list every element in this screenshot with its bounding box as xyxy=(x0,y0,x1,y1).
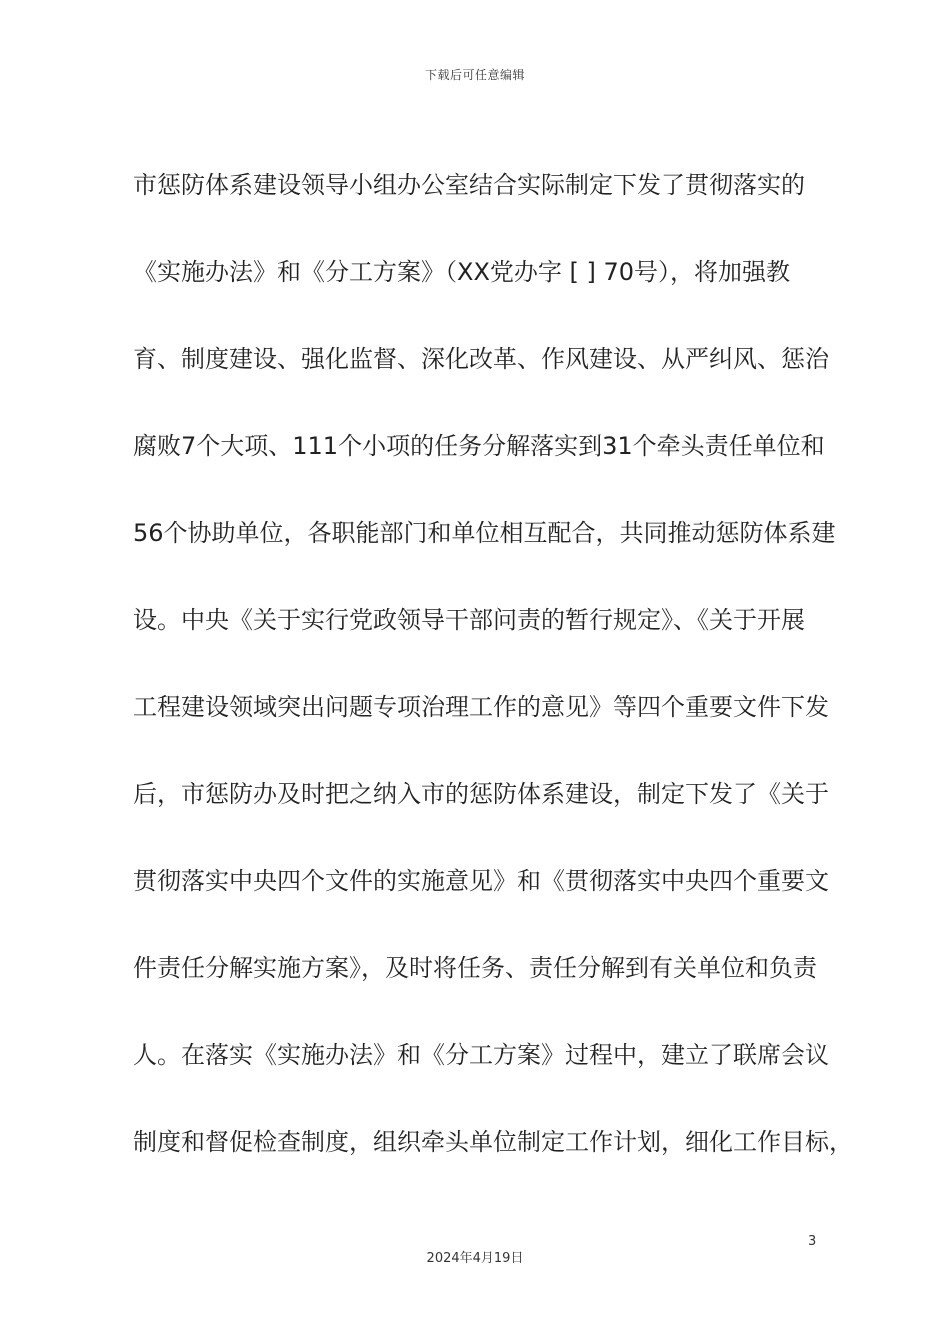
text-line: 制度和督促检查制度，组织牵头单位制定工作计划，细化工作目标， xyxy=(133,1128,853,1156)
header-note: 下载后可任意编辑 xyxy=(424,68,525,82)
text-line: 工程建设领域突出问题专项治理工作的意见》等四个重要文件下发 xyxy=(133,693,829,721)
text-line: 后，市惩防办及时把之纳入市的惩防体系建设，制定下发了《关于 xyxy=(133,780,829,808)
text-line: 《实施办法》和《分工方案》（XX党办字 [ ] 70号），将加强教 xyxy=(133,258,791,286)
footer-date: 2024年4月19日 xyxy=(426,1251,524,1266)
text-line: 市惩防体系建设领导小组办公室结合实际制定下发了贯彻落实的 xyxy=(133,171,805,199)
page-number: 3 xyxy=(808,1234,817,1249)
text-line: 贯彻落实中央四个文件的实施意见》和《贯彻落实中央四个重要文 xyxy=(133,867,829,895)
text-line: 腐败7个大项、111个小项的任务分解落实到31个牵头责任单位和 xyxy=(133,432,825,460)
text-line: 件责任分解实施方案》，及时将任务、责任分解到有关单位和负责 xyxy=(133,954,817,982)
text-line: 设。中央《关于实行党政领导干部问责的暂行规定》、《关于开展 xyxy=(133,606,805,634)
text-line: 56个协助单位，各职能部门和单位相互配合，共同推动惩防体系建 xyxy=(133,519,836,547)
text-line: 育、制度建设、强化监督、深化改革、作风建设、从严纠风、惩治 xyxy=(133,345,829,373)
text-line: 人。在落实《实施办法》和《分工方案》过程中，建立了联席会议 xyxy=(133,1041,829,1069)
